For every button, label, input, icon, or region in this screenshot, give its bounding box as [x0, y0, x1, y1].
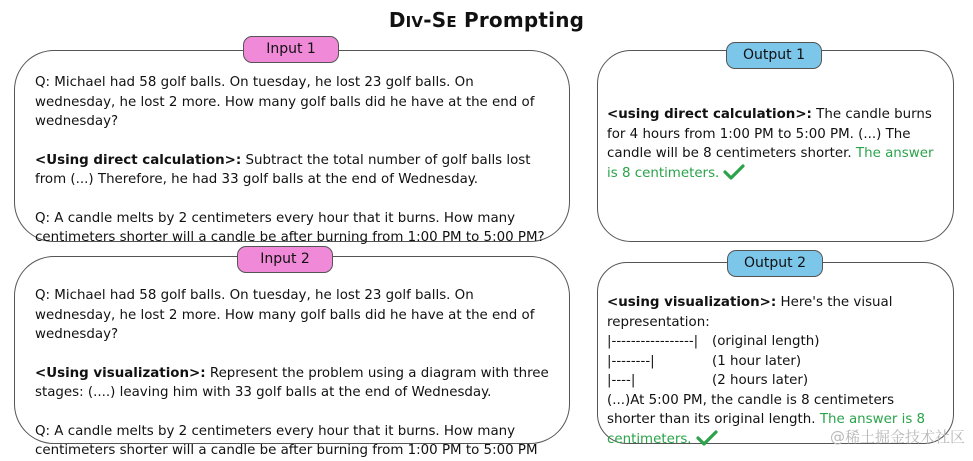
output1-answer: The answer is 8 centimeters. [607, 146, 934, 181]
input1-question1: Q: Michael had 58 golf balls. On tuesday, he lost 23 golf balls. On wednesday, he lost 2 more. How many golf balls did he have at the end of wednesday? [35, 75, 535, 129]
input1-tag: Input 1 [243, 36, 339, 63]
output2-tag: Output 2 [727, 250, 823, 277]
diagram-title: DIV-SE Prompting [388, 8, 585, 32]
input1-method: <Using direct calculation>: Subtract the total number of golf balls lost from (...) Therefore, he had 33 golf balls at the end of Wednesday. [35, 152, 531, 187]
viz-label: (2 hours later) [712, 373, 809, 388]
viz-label: (original length) [712, 334, 820, 349]
input2-question2: Q: A candle melts by 2 centimeters every hour that it burns. How many centimeters shorter will a candle be after burning from 1:00 PM to 5:00 PM [35, 423, 538, 458]
output2-intro: <using visualization>: Here's the visual representation: [607, 295, 893, 330]
watermark: @稀土掘金技术社区 [829, 428, 965, 446]
viz-bar: |----| [607, 373, 636, 388]
viz-row [607, 371, 941, 391]
output2-conclusion: (...)At 5:00 PM, the candle is 8 centimeters shorter than its original length. The answer is 8 centimeters. [607, 392, 926, 447]
output2-box [597, 262, 954, 447]
input2-question1: Q: Michael had 58 golf balls. On tuesday, he lost 23 golf balls. On wednesday, he lost 2 more. How many golf balls did he have at the end of wednesday? [35, 288, 535, 342]
viz-bar: |--------| [607, 353, 655, 369]
viz-bar: |-----------------| [607, 334, 699, 349]
output2-answer: The answer is 8 centimeters. [607, 412, 926, 447]
input2-method: <Using visualization>: Represent the problem using a diagram with three stages: (....) leaving him with 33 golf balls at the end of Wednesday. [35, 365, 549, 400]
checkmark-icon [723, 164, 745, 180]
visual-representation [607, 332, 941, 391]
output1-box [597, 50, 954, 242]
output1-tag: Output 1 [726, 42, 822, 69]
checkmark-icon [696, 430, 718, 446]
input1-question2: Q: A candle melts by 2 centimeters every hour that it burns. How many centimeters shorter will a candle be after burning from 1:00 PM to 5:00 PM? [35, 210, 545, 245]
input1-box [14, 50, 570, 245]
input2-tag: Input 2 [237, 246, 333, 273]
output1-text: <using direct calculation>: The candle burns for 4 hours from 1:00 PM to 5:00 PM. (...) The candle will be 8 centimeters shorter. The answer is 8 centimeters. [607, 107, 934, 181]
input2-box [14, 256, 570, 458]
viz-row [607, 332, 941, 352]
viz-label: (1 hour later) [712, 353, 802, 369]
viz-row [607, 352, 941, 372]
